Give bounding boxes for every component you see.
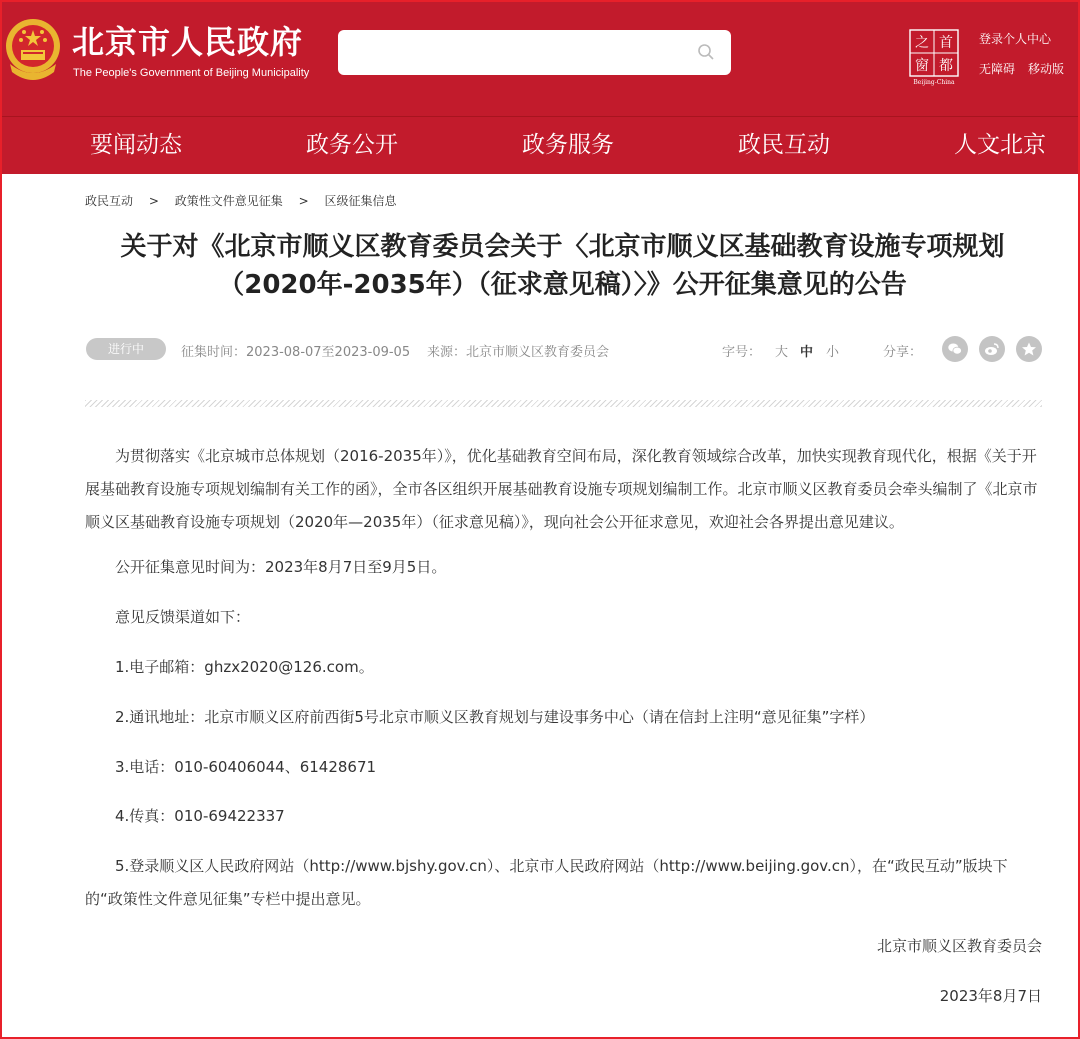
breadcrumb-separator: > [148,194,159,208]
search-icon[interactable] [697,43,715,61]
nav-item-interaction[interactable]: 政民互动 [738,132,830,158]
site-title[interactable]: 北京市人民政府 [72,23,304,61]
nav-item-public-affairs[interactable]: 政务公开 [306,132,398,158]
paragraph-channels: 意见反馈渠道如下： [115,608,251,626]
login-link[interactable]: 登录个人中心 [979,32,1052,46]
page-title [90,228,1035,304]
accessibility-link[interactable]: 无障碍 [979,62,1016,76]
svg-text:首: 首 [939,35,953,51]
paragraph-fax: 4.传真：010-69422337 [115,807,285,825]
site-subtitle: The People's Government of Beijing Municipality [73,67,310,79]
breadcrumb-separator: > [298,194,309,208]
wechat-icon[interactable] [942,336,968,362]
breadcrumb-item-district[interactable]: 区级征集信息 [324,194,397,208]
search-input[interactable] [338,30,731,75]
publish-date: 2023年8月7日 [939,987,1042,1005]
signature: 北京市顺义区教育委员会 [876,937,1042,955]
paragraph-email: 1.电子邮箱：ghzx2020@126.com。 [115,658,374,676]
nav-item-news[interactable]: 要闻动态 [90,132,182,158]
font-size-small[interactable]: 小 [826,345,840,360]
paragraph-period: 公开征集意见时间为：2023年8月7日至9月5日。 [115,558,447,576]
svg-text:都: 都 [939,58,953,74]
svg-text:之: 之 [915,35,929,51]
favorite-icon[interactable] [1016,336,1042,362]
main-nav [0,116,1080,174]
breadcrumb [85,192,396,209]
shoudu-zhichuang-logo[interactable] [908,28,964,86]
font-size-label: 字号： [722,345,762,360]
title-line-1: 关于对《北京市顺义区教育委员会关于〈北京市顺义区基础教育设施专项规划 [120,232,1005,262]
paragraph-intro: 为贯彻落实《北京城市总体规划（2016-2035年）》，优化基础教育空间布局，深化教育领域综合改革，加快实现教育现代化，根据《关于开展基础教育设施专项规划编制有关工作的函》，全市各区组织开展基础教育设施专项规划编制工作。北京市顺义区教育委员会牵头编制了《北京市顺义区基础教育设施专项规划（2020年—2035年）（征求意见稿）》，现向社会公开征求意见，欢迎社会各界提出意见建议。 [85,447,1038,531]
svg-text:Beijing-China: Beijing-China [913,79,955,86]
share-label: 分享： [883,345,923,360]
paragraph-website: 5.登录顺义区人民政府网站（http://www.bjshy.gov.cn）、北京市人民政府网站（http://www.beijing.gov.cn），在“政民互动”版块下的“政策性文件意见征集”专栏中提出意见。 [85,857,1008,908]
font-size-medium[interactable]: 中 [800,345,814,360]
collection-period: 征集时间：2023-08-07至2023-09-05 [181,345,411,360]
paragraph-phone: 3.电话：010-60406044、61428671 [115,758,377,776]
breadcrumb-item-policy-collection[interactable]: 政策性文件意见征集 [174,194,283,208]
mobile-link[interactable]: 移动版 [1028,62,1065,76]
title-line-2: （2020年-2035年）（征求意见稿）〉》公开征集意见的公告 [218,270,907,300]
nav-item-services[interactable]: 政务服务 [522,132,614,158]
source: 来源：北京市顺义区教育委员会 [427,345,610,360]
status-badge: 进行中 [86,338,166,360]
svg-text:窗: 窗 [915,58,929,74]
breadcrumb-item-interaction[interactable]: 政民互动 [85,194,134,208]
nav-item-culture[interactable]: 人文北京 [954,132,1046,158]
divider [85,400,1042,407]
paragraph-address: 2.通讯地址：北京市顺义区府前西街5号北京市顺义区教育规划与建设事务中心（请在信封上注明“意见征集”字样） [115,708,875,726]
site-header [0,0,1080,116]
weibo-icon[interactable] [979,336,1005,362]
font-size-large[interactable]: 大 [775,345,789,360]
national-emblem-icon [4,16,62,86]
